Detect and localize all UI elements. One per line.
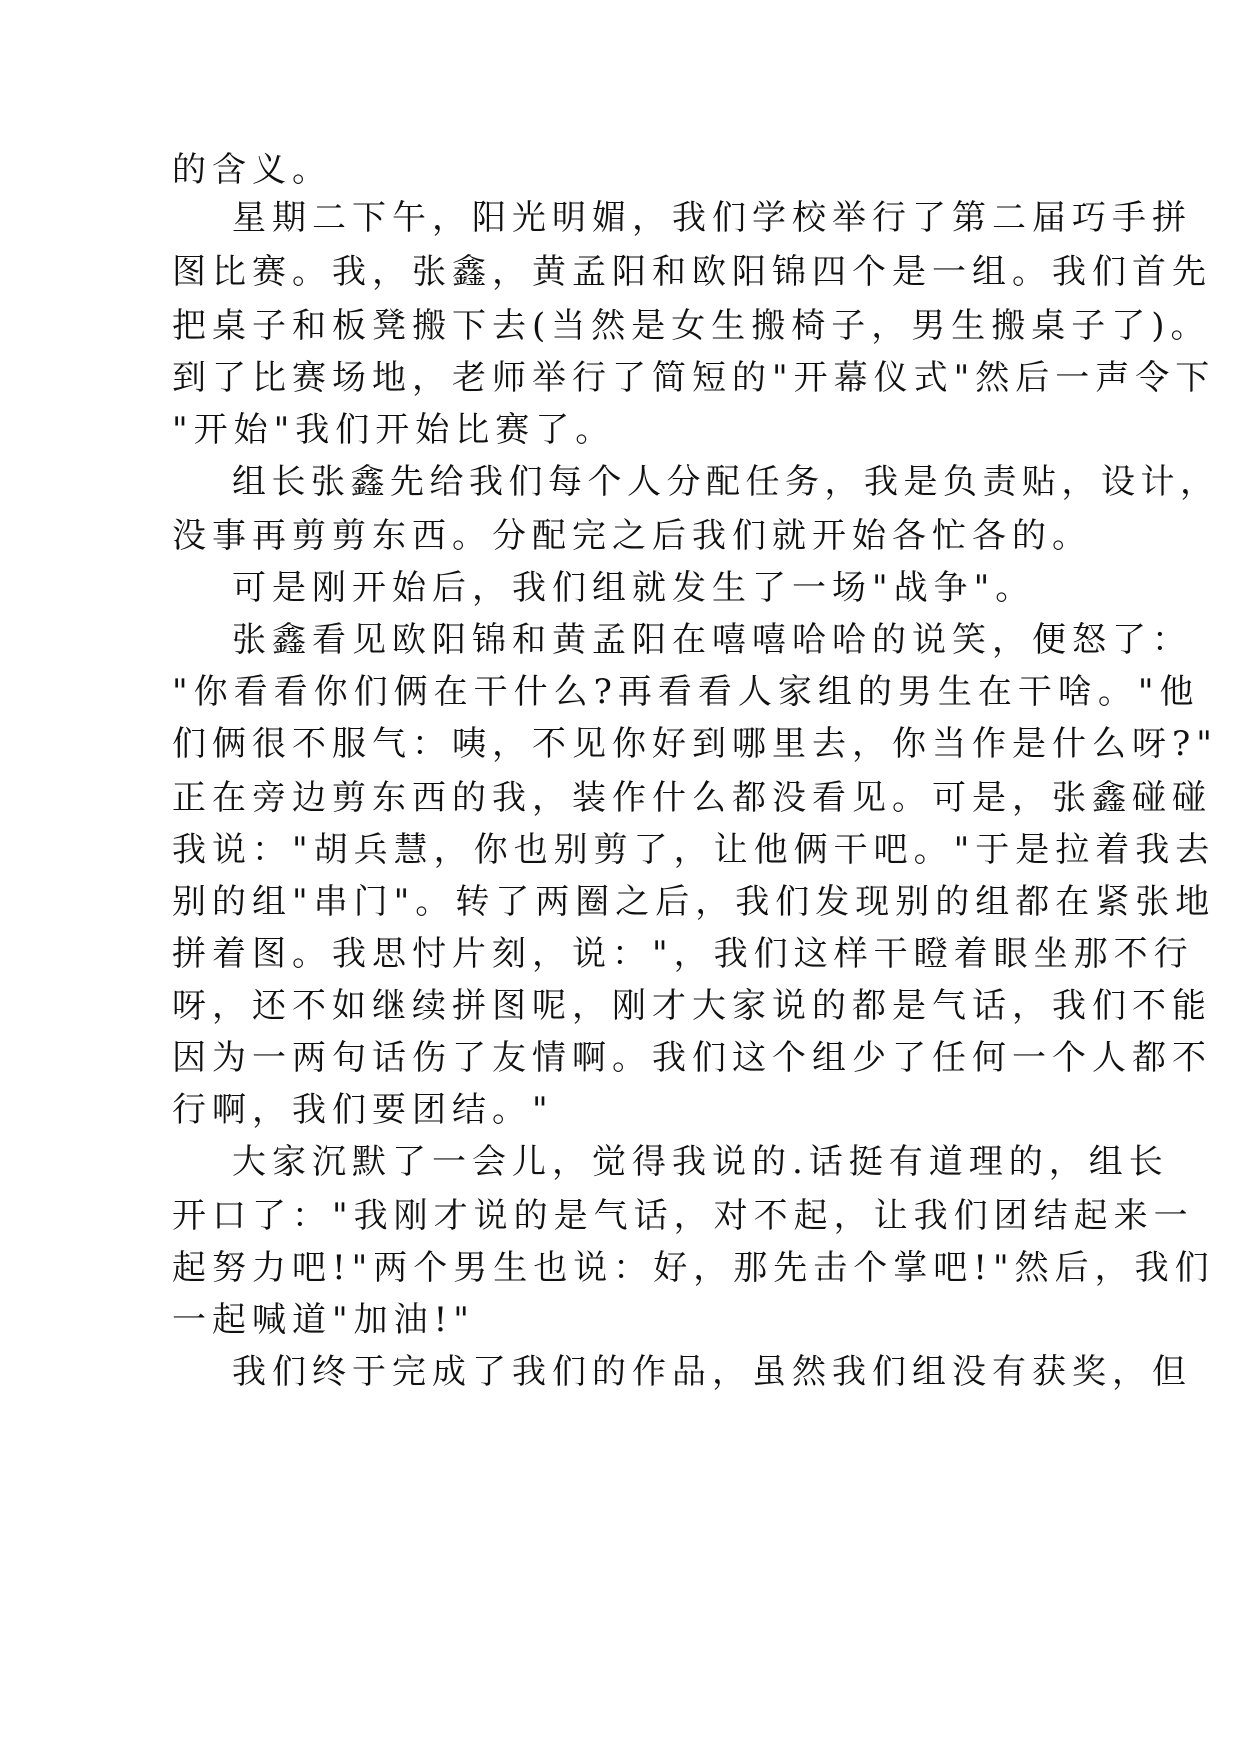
text-line: 星期二下午，阳光明媚，我们学校举行了第二届巧手拼 (232, 198, 1192, 238)
text-line: 行啊，我们要团结。" (172, 1090, 554, 1130)
text-line: 正在旁边剪东西的我，装作什么都没看见。可是，张鑫碰碰 (172, 778, 1212, 818)
text-line: 可是刚开始后，我们组就发生了一场"战争"。 (232, 568, 1036, 608)
text-line: 呀，还不如继续拼图呢，刚才大家说的都是气话，我们不能 (172, 986, 1212, 1026)
text-line: 没事再剪剪东西。分配完之后我们就开始各忙各的。 (172, 516, 1092, 556)
text-line: 图比赛。我，张鑫，黄孟阳和欧阳锦四个是一组。我们首先 (172, 252, 1212, 292)
text-line: 组长张鑫先给我们每个人分配任务，我是负责贴，设计， (232, 462, 1220, 502)
text-line: 起努力吧!"两个男生也说：好，那先击个掌吧!"然后，我们 (172, 1248, 1215, 1288)
text-line: 我说："胡兵慧，你也别剪了，让他俩干吧。"于是拉着我去 (172, 830, 1216, 870)
text-line: 张鑫看见欧阳锦和黄孟阳在嘻嘻哈哈的说笑，便怒了： (232, 620, 1192, 660)
text-line: 到了比赛场地，老师举行了简短的"开幕仪式"然后一声令下 (172, 358, 1216, 398)
text-line: "你看看你们俩在干什么?再看看人家组的男生在干啥。"他 (172, 672, 1200, 712)
text-line: 的含义。 (172, 150, 332, 190)
text-line: 把桌子和板凳搬下去(当然是女生搬椅子，男生搬桌子了)。 (172, 306, 1211, 346)
text-line: 们俩很不服气：咦，不见你好到哪里去，你当作是什么呀?" (172, 724, 1218, 764)
text-line: 因为一两句话伤了友情啊。我们这个组少了任何一个人都不 (172, 1038, 1212, 1078)
text-line: "开始"我们开始比赛了。 (172, 410, 616, 450)
text-line: 别的组"串门"。转了两圈之后，我们发现别的组都在紧张地 (172, 882, 1216, 922)
text-line: 我们终于完成了我们的作品，虽然我们组没有获奖，但 (232, 1352, 1192, 1392)
text-line: 大家沉默了一会儿，觉得我说的.话挺有道理的，组长 (232, 1142, 1169, 1182)
text-line: 拼着图。我思忖片刻，说："，我们这样干瞪着眼坐那不行 (172, 934, 1194, 974)
text-line: 一起喊道"加油!" (172, 1300, 475, 1340)
text-line: 开口了："我刚才说的是气话，对不起，让我们团结起来一 (172, 1196, 1194, 1236)
